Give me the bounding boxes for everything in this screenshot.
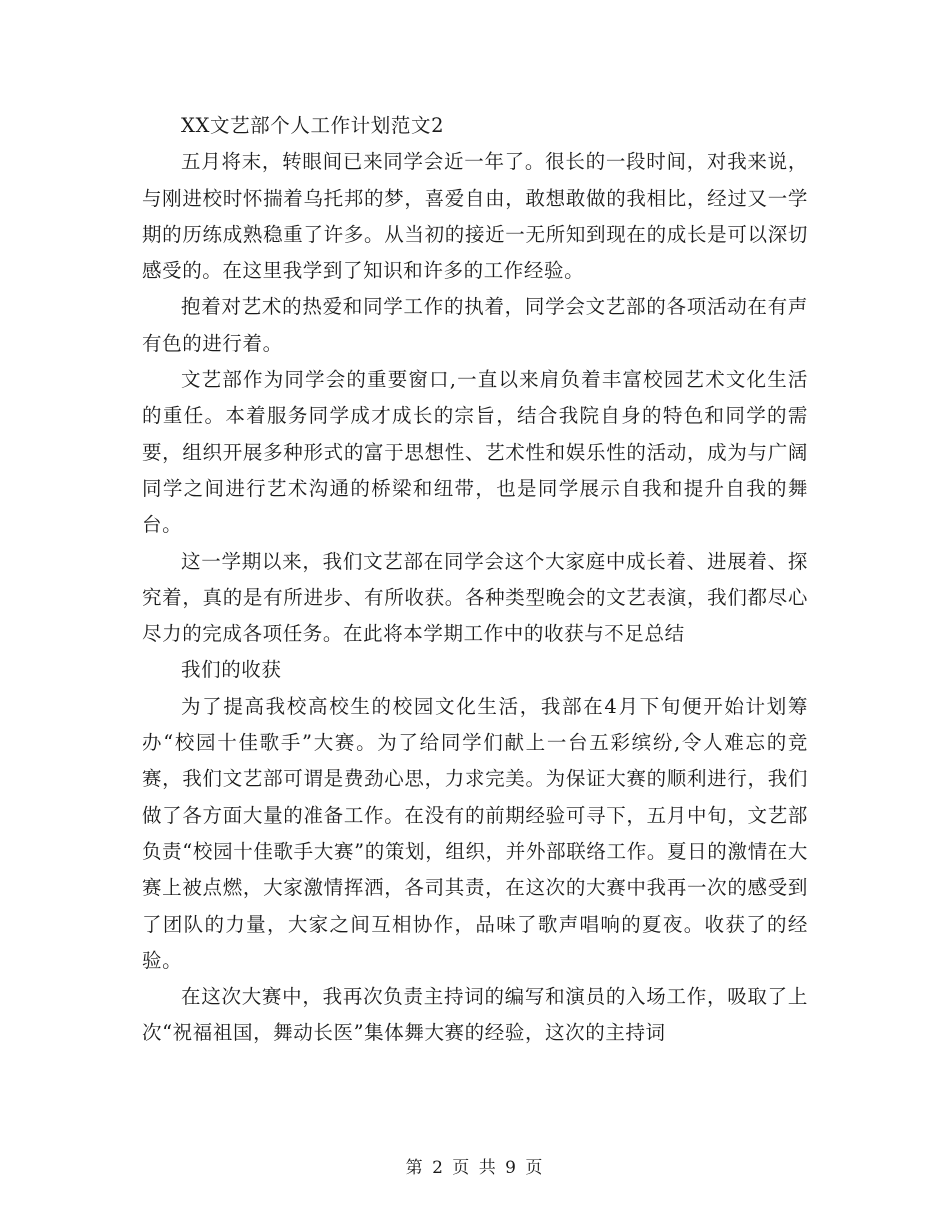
paragraph: 抱着对艺术的热爱和同学工作的执着，同学会文艺部的各项活动在有声有色的进行着。 (142, 295, 808, 355)
document-title: XX文艺部个人工作计划范文2 (181, 114, 445, 137)
paragraph: 为了提高我校高校生的校园文化生活，我部在4月下旬便开始计划筹办“校园十佳歌手”大赛。为了给同学们献上一台五彩缤纷,令人难忘的竞赛，我们文艺部可谓是费劲心思，力求完美。为保证大赛的顺利进行，我们做了各方面大量的准备工作。在没有的前期经验可寻下，五月中旬，文艺部负责“校园十佳歌手大赛”的策划，组织，并外部联络工作。夏日的激情在大赛上被点燃，大家激情挥洒，各司其责，在这次的大赛中我再一次的感受到了团队的力量，大家之间互相协作，品味了歌声唱响的夏夜。收获了的经验。 (142, 694, 808, 972)
paragraph: 在这次大赛中，我再次负责主持词的编写和演员的入场工作，吸取了上次“祝福祖国，舞动长医”集体舞大赛的经验，这次的主持词 (142, 985, 808, 1045)
paragraph: 这一学期以来，我们文艺部在同学会这个大家庭中成长着、进展着、探究着，真的是有所进步、有所收获。各种类型晚会的文艺表演，我们都尽心尽力的完成各项任务。在此将本学期工作中的收获与不足总结 (142, 549, 808, 646)
document-body (142, 108, 808, 1052)
paragraph: 五月将末，转眼间已来同学会近一年了。很长的一段时间，对我来说，与刚进校时怀揣着乌托邦的梦，喜爱自由，敢想敢做的我相比，经过又一学期的历练成熟稳重了许多。从当初的接近一无所知到现在的成长是可以深切感受的。在这里我学到了知识和许多的工作经验。 (142, 150, 808, 283)
section-heading: 我们的收获 (181, 658, 282, 682)
paragraph: 文艺部作为同学会的重要窗口,一直以来肩负着丰富校园艺术文化生活的重任。本着服务同学成才成长的宗旨，结合我院自身的特色和同学的需要，组织开展多种形式的富于思想性、艺术性和娱乐性的活动，成为与广阔同学之间进行艺术沟通的桥梁和纽带，也是同学展示自我和提升自我的舞台。 (142, 368, 808, 537)
page-footer: 第 2 页 共 9 页 (405, 1158, 545, 1178)
